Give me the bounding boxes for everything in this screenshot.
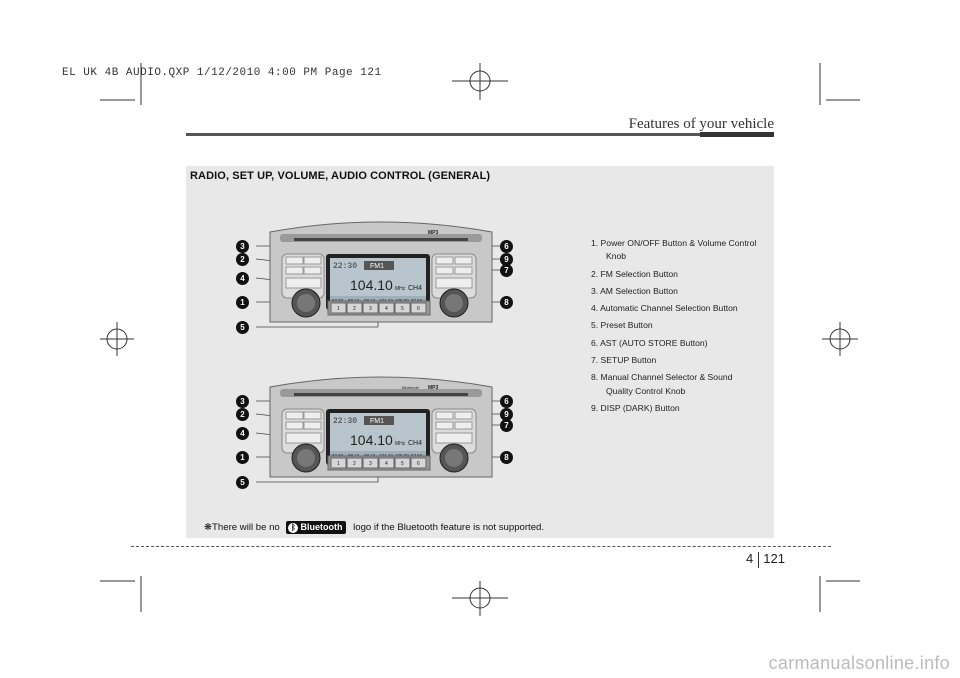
- legend-item-7: 7. SETUP Button: [591, 355, 657, 366]
- preset-button-5[interactable]: 5: [401, 461, 404, 467]
- legend-item-1: 1. Power ON/OFF Button & Volume Control: [591, 238, 757, 248]
- legend-item-8-cont: Quality Control Knob: [606, 385, 686, 396]
- legend-item-6: 6. AST (AUTO STORE Button): [591, 337, 708, 348]
- legend-item-2: 2. FM Selection Button: [591, 268, 678, 279]
- legend-item-8: 8. Manual Channel Selector & Sound: [591, 372, 733, 383]
- callout-2: 2: [236, 408, 249, 421]
- preset-button-6[interactable]: 6: [417, 306, 420, 312]
- legend-item-1-cont: Knob: [606, 251, 627, 262]
- section-title: RADIO, SET UP, VOLUME, AUDIO CONTROL (GENERAL): [190, 170, 491, 182]
- header-rule: [186, 133, 774, 136]
- legend-item-9: 9. DISP (DARK) Button: [591, 402, 680, 413]
- callout-1: 1: [236, 296, 249, 309]
- callout-5: 5: [236, 321, 249, 334]
- callout-9: 9: [500, 408, 513, 421]
- display-frequency: 104.10: [350, 277, 393, 293]
- page-number: [746, 551, 785, 568]
- callout-3: 3: [236, 395, 249, 408]
- display-clock: 22:30: [333, 262, 358, 271]
- preset-button-1[interactable]: 1: [337, 306, 340, 312]
- note-text-after: logo if the Bluetooth feature is not supported.: [353, 522, 545, 534]
- note-mark-icon: ❋: [204, 522, 213, 534]
- running-head: Features of your vehicle: [628, 116, 774, 132]
- display-unit: MHz: [395, 441, 406, 447]
- bluetooth-badge: Bluetooth: [402, 385, 419, 390]
- note-text-before: There will be no: [212, 522, 280, 534]
- preset-button-3[interactable]: 3: [369, 306, 372, 312]
- bluetooth-icon: ᛒ: [288, 523, 298, 533]
- preset-button-4[interactable]: 4: [385, 461, 388, 467]
- callout-4: 4: [236, 427, 249, 440]
- radio-unit-top: [230, 210, 530, 340]
- callout-6: 6: [500, 395, 513, 408]
- callout-4: 4: [236, 272, 249, 285]
- page-number-value: 121: [763, 551, 785, 566]
- bluetooth-logo: [286, 521, 346, 534]
- legend-item-3: 3. AM Selection Button: [591, 285, 678, 296]
- page-separator: [758, 552, 759, 568]
- display-unit: MHz: [395, 286, 406, 292]
- callout-1: 1: [236, 451, 249, 464]
- callout-6: 6: [500, 240, 513, 253]
- callout-7: 7: [500, 264, 513, 277]
- legend-item-5: 5. Preset Button: [591, 320, 653, 331]
- display-channel: CH4: [408, 285, 423, 292]
- print-slug: EL UK 4B AUDIO.QXP 1/12/2010 4:00 PM Page 121: [62, 67, 382, 79]
- callout-9: 9: [500, 253, 513, 266]
- display-clock: 22:30: [333, 417, 358, 426]
- callout-7: 7: [500, 419, 513, 432]
- footer-rule: [131, 546, 831, 547]
- callout-5: 5: [236, 476, 249, 489]
- mp3-logo: MP3: [428, 230, 439, 236]
- preset-button-1[interactable]: 1: [337, 461, 340, 467]
- display-frequency: 104.10: [350, 432, 393, 448]
- preset-button-6[interactable]: 6: [417, 461, 420, 467]
- display-channel: CH4: [408, 440, 423, 447]
- header-rule-accent: [700, 132, 774, 137]
- legend-item-4: 4. Automatic Channel Selection Button: [591, 303, 738, 314]
- legend-list: [591, 235, 781, 417]
- footnote: [204, 521, 544, 534]
- preset-button-3[interactable]: 3: [369, 461, 372, 467]
- chapter-number: 4: [746, 551, 754, 566]
- radio-unit-bottom: [230, 365, 530, 495]
- preset-button-4[interactable]: 4: [385, 306, 388, 312]
- callout-8: 8: [500, 451, 513, 464]
- watermark: carmanualsonline.info: [768, 653, 950, 673]
- callout-2: 2: [236, 253, 249, 266]
- bluetooth-logo-text: Bluetooth: [300, 522, 343, 532]
- display-band: FM1: [370, 418, 384, 425]
- preset-button-2[interactable]: 2: [353, 461, 356, 467]
- preset-button-2[interactable]: 2: [353, 306, 356, 312]
- callout-8: 8: [500, 296, 513, 309]
- preset-button-5[interactable]: 5: [401, 306, 404, 312]
- callout-3: 3: [236, 240, 249, 253]
- mp3-logo: MP3: [428, 385, 439, 391]
- display-band: FM1: [370, 263, 384, 270]
